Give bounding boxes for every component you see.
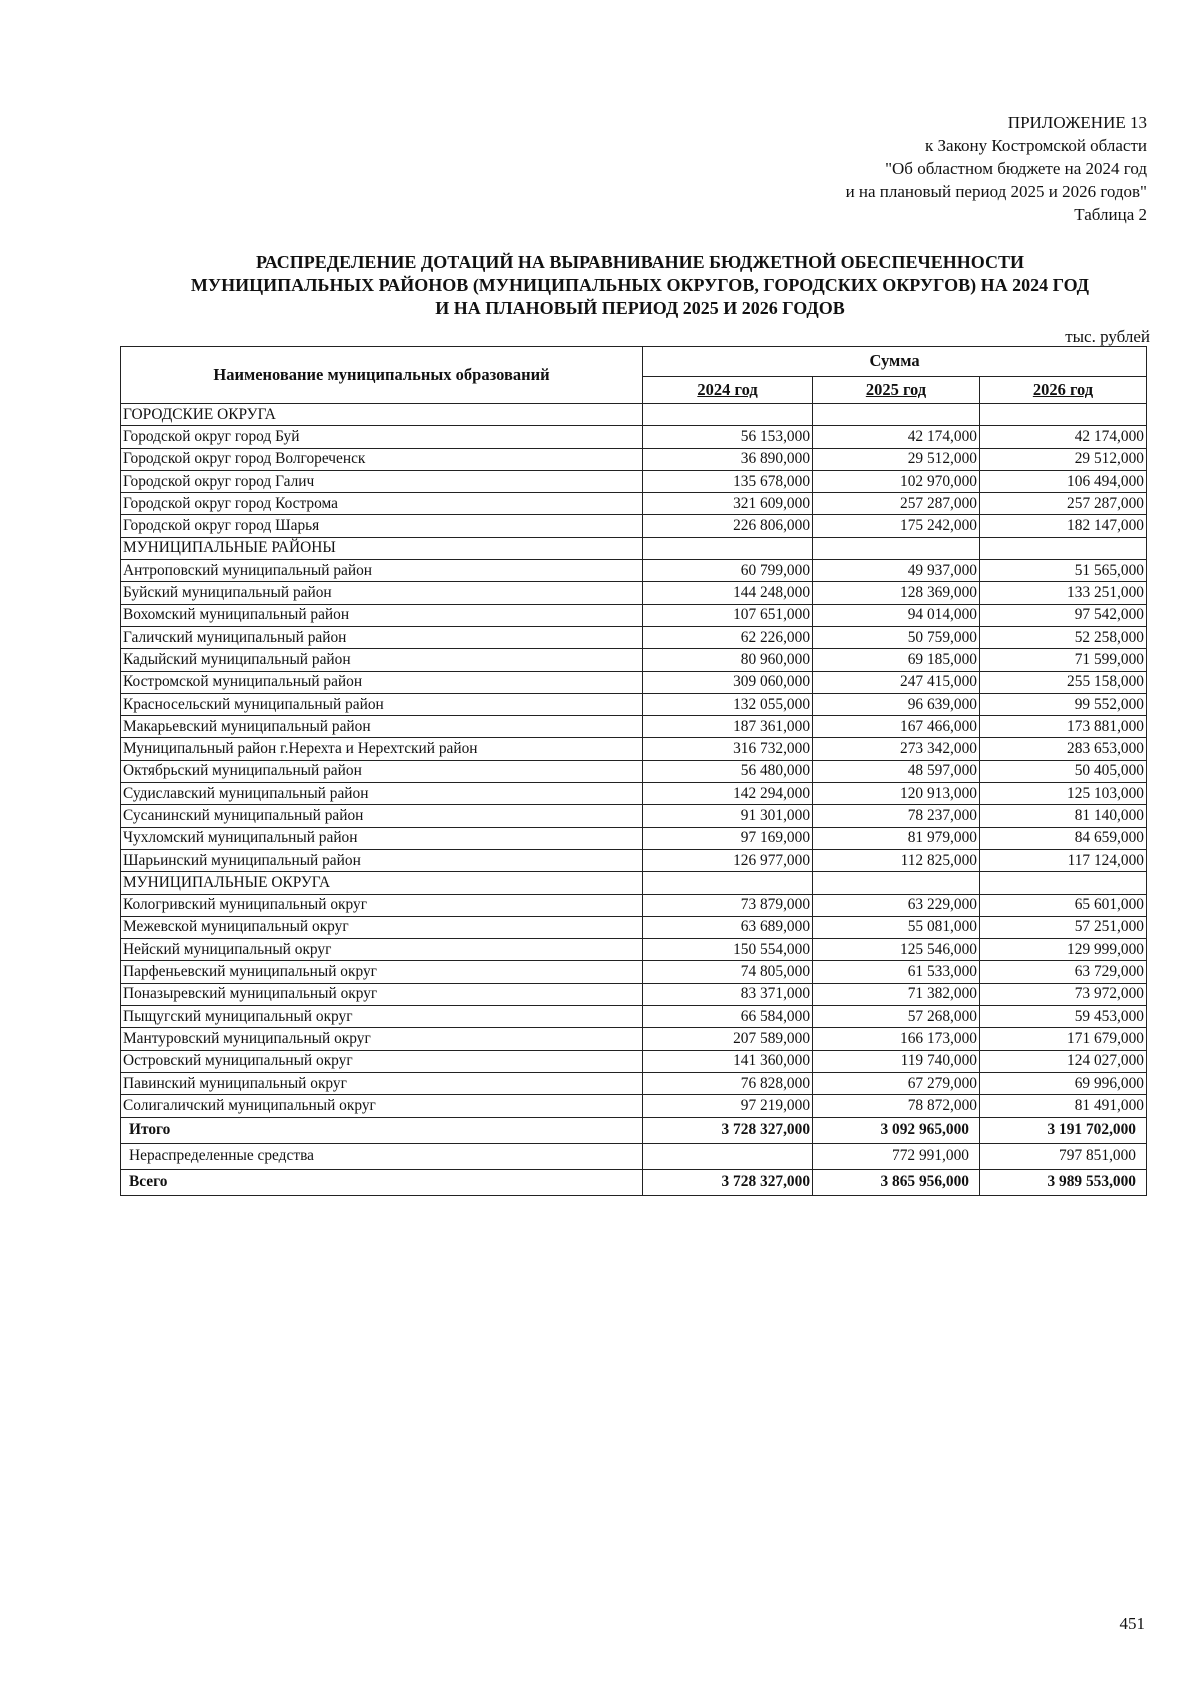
- amount-2025: [813, 872, 980, 894]
- amount-2024: 63 689,000: [643, 916, 813, 938]
- amount-2026: 171 679,000: [979, 1028, 1146, 1050]
- municipality-name: Нейский муниципальный округ: [121, 939, 643, 961]
- amount-2025: 247 415,000: [813, 671, 980, 693]
- amount-2026: 51 565,000: [979, 560, 1146, 582]
- table-row: [121, 716, 1147, 738]
- amount-2026: 99 552,000: [979, 693, 1146, 715]
- amount-2024: [643, 404, 813, 426]
- total-amount-2026: 3 989 553,000: [979, 1169, 1146, 1195]
- municipality-name: Парфеньевский муниципальный округ: [121, 961, 643, 983]
- municipality-name: Поназыревский муниципальный округ: [121, 983, 643, 1005]
- document-title: [100, 251, 1180, 320]
- year-2024-header: 2024 год: [643, 376, 813, 403]
- municipality-name: Солигаличский муниципальный округ: [121, 1095, 643, 1117]
- municipality-name: Красносельский муниципальный район: [121, 693, 643, 715]
- table-row: [121, 604, 1147, 626]
- total-amount-2024: 3 728 327,000: [643, 1169, 813, 1195]
- amount-2026: 50 405,000: [979, 760, 1146, 782]
- amount-2024: 141 360,000: [643, 1050, 813, 1072]
- name-column-header: Наименование муниципальных образований: [121, 347, 643, 404]
- municipality-name: Городской округ город Кострома: [121, 493, 643, 515]
- table-row: [121, 1095, 1147, 1117]
- total-row: [121, 1117, 1147, 1143]
- section-header-row: [121, 872, 1147, 894]
- municipality-name: Мантуровский муниципальный округ: [121, 1028, 643, 1050]
- units-label: тыс. рублей: [1065, 327, 1150, 346]
- amount-2026: 129 999,000: [979, 939, 1146, 961]
- sum-column-header: Сумма: [643, 347, 1147, 377]
- amount-2025: [813, 404, 980, 426]
- amount-2025: 112 825,000: [813, 849, 980, 871]
- table-row: [121, 1050, 1147, 1072]
- amount-2025: 48 597,000: [813, 760, 980, 782]
- table-row: [121, 671, 1147, 693]
- municipality-name: Кологривский муниципальный округ: [121, 894, 643, 916]
- total-amount-2026: 797 851,000: [979, 1143, 1146, 1169]
- amount-2025: 78 237,000: [813, 805, 980, 827]
- amount-2025: 96 639,000: [813, 693, 980, 715]
- amount-2025: 61 533,000: [813, 961, 980, 983]
- municipality-name: Костромской муниципальный район: [121, 671, 643, 693]
- amount-2025: 167 466,000: [813, 716, 980, 738]
- appendix-line: к Закону Костромской области: [925, 136, 1147, 155]
- table-row: [121, 783, 1147, 805]
- amount-2024: 187 361,000: [643, 716, 813, 738]
- amount-2025: 257 287,000: [813, 493, 980, 515]
- amount-2026: 69 996,000: [979, 1072, 1146, 1094]
- amount-2025: 273 342,000: [813, 738, 980, 760]
- total-amount-2025: 3 865 956,000: [813, 1169, 980, 1195]
- amount-2024: 316 732,000: [643, 738, 813, 760]
- total-label: Нераспределенные средства: [121, 1143, 643, 1169]
- year-2025-header: 2025 год: [813, 376, 980, 403]
- table-row: [121, 738, 1147, 760]
- municipality-name: Антроповский муниципальный район: [121, 560, 643, 582]
- year-2026-header: 2026 год: [979, 376, 1146, 403]
- appendix-header: [846, 111, 1147, 226]
- table-row: [121, 448, 1147, 470]
- table-row: [121, 961, 1147, 983]
- amount-2024: 66 584,000: [643, 1006, 813, 1028]
- amount-2024: 207 589,000: [643, 1028, 813, 1050]
- table-row: [121, 805, 1147, 827]
- table-row: [121, 827, 1147, 849]
- amount-2025: 42 174,000: [813, 426, 980, 448]
- section-header-row: [121, 404, 1147, 426]
- section-title: ГОРОДСКИЕ ОКРУГА: [121, 404, 643, 426]
- amount-2026: 283 653,000: [979, 738, 1146, 760]
- municipality-name: Городской округ город Буй: [121, 426, 643, 448]
- amount-2024: 73 879,000: [643, 894, 813, 916]
- amount-2026: 42 174,000: [979, 426, 1146, 448]
- amount-2024: 126 977,000: [643, 849, 813, 871]
- amount-2026: 52 258,000: [979, 626, 1146, 648]
- municipality-name: Городской округ город Галич: [121, 470, 643, 492]
- municipality-name: Сусанинский муниципальный район: [121, 805, 643, 827]
- amount-2026: 117 124,000: [979, 849, 1146, 871]
- amount-2024: 76 828,000: [643, 1072, 813, 1094]
- amount-2026: 81 491,000: [979, 1095, 1146, 1117]
- amount-2025: 125 546,000: [813, 939, 980, 961]
- table-row: [121, 1028, 1147, 1050]
- table-row: [121, 760, 1147, 782]
- amount-2026: 63 729,000: [979, 961, 1146, 983]
- table-row: [121, 426, 1147, 448]
- amount-2024: 144 248,000: [643, 582, 813, 604]
- amount-2024: 74 805,000: [643, 961, 813, 983]
- amount-2025: 50 759,000: [813, 626, 980, 648]
- municipality-name: Шарьинский муниципальный район: [121, 849, 643, 871]
- amount-2024: 83 371,000: [643, 983, 813, 1005]
- amount-2025: 81 979,000: [813, 827, 980, 849]
- amount-2025: 29 512,000: [813, 448, 980, 470]
- amount-2026: 257 287,000: [979, 493, 1146, 515]
- municipality-name: Городской округ город Шарья: [121, 515, 643, 537]
- total-amount-2024: [643, 1143, 813, 1169]
- total-amount-2025: 772 991,000: [813, 1143, 980, 1169]
- table-number: Таблица 2: [1074, 205, 1147, 224]
- amount-2025: 166 173,000: [813, 1028, 980, 1050]
- amount-2026: 65 601,000: [979, 894, 1146, 916]
- amount-2024: 321 609,000: [643, 493, 813, 515]
- table-row: [121, 894, 1147, 916]
- total-amount-2026: 3 191 702,000: [979, 1117, 1146, 1143]
- amount-2025: 71 382,000: [813, 983, 980, 1005]
- section-header-row: [121, 537, 1147, 559]
- total-amount-2024: 3 728 327,000: [643, 1117, 813, 1143]
- municipality-name: Муниципальный район г.Нерехта и Нерехтский район: [121, 738, 643, 760]
- municipality-name: Буйский муниципальный район: [121, 582, 643, 604]
- amount-2024: 150 554,000: [643, 939, 813, 961]
- amount-2024: 142 294,000: [643, 783, 813, 805]
- amount-2025: 102 970,000: [813, 470, 980, 492]
- amount-2024: 309 060,000: [643, 671, 813, 693]
- amount-2025: 63 229,000: [813, 894, 980, 916]
- table-row: [121, 515, 1147, 537]
- amount-2025: 57 268,000: [813, 1006, 980, 1028]
- amount-2026: 255 158,000: [979, 671, 1146, 693]
- municipality-name: Межевской муниципальный округ: [121, 916, 643, 938]
- municipality-name: Чухломский муниципальный район: [121, 827, 643, 849]
- amount-2026: [979, 872, 1146, 894]
- total-row: [121, 1169, 1147, 1195]
- amount-2024: 132 055,000: [643, 693, 813, 715]
- title-line: РАСПРЕДЕЛЕНИЕ ДОТАЦИЙ НА ВЫРАВНИВАНИЕ БЮДЖЕТНОЙ ОБЕСПЕЧЕННОСТИ: [256, 252, 1024, 272]
- municipality-name: Вохомский муниципальный район: [121, 604, 643, 626]
- section-title: МУНИЦИПАЛЬНЫЕ РАЙОНЫ: [121, 537, 643, 559]
- amount-2026: [979, 404, 1146, 426]
- table-row: [121, 1006, 1147, 1028]
- amount-2024: 97 169,000: [643, 827, 813, 849]
- amount-2026: 125 103,000: [979, 783, 1146, 805]
- amount-2025: 120 913,000: [813, 783, 980, 805]
- title-line: МУНИЦИПАЛЬНЫХ РАЙОНОВ (МУНИЦИПАЛЬНЫХ ОКРУГОВ, ГОРОДСКИХ ОКРУГОВ) НА 2024 ГОД: [190, 275, 1090, 295]
- amount-2026: 73 972,000: [979, 983, 1146, 1005]
- amount-2026: 124 027,000: [979, 1050, 1146, 1072]
- amount-2024: [643, 537, 813, 559]
- amount-2024: 226 806,000: [643, 515, 813, 537]
- amount-2024: 135 678,000: [643, 470, 813, 492]
- municipality-name: Павинский муниципальный округ: [121, 1072, 643, 1094]
- amount-2024: 56 153,000: [643, 426, 813, 448]
- amount-2025: 78 872,000: [813, 1095, 980, 1117]
- table-row: [121, 939, 1147, 961]
- municipality-name: Судиславский муниципальный район: [121, 783, 643, 805]
- amount-2025: 69 185,000: [813, 649, 980, 671]
- table-row: [121, 470, 1147, 492]
- amount-2026: 81 140,000: [979, 805, 1146, 827]
- municipality-name: Октябрьский муниципальный район: [121, 760, 643, 782]
- amount-2026: 133 251,000: [979, 582, 1146, 604]
- amount-2025: 67 279,000: [813, 1072, 980, 1094]
- municipality-name: Островский муниципальный округ: [121, 1050, 643, 1072]
- page-number: 451: [1119, 1614, 1145, 1633]
- appendix-line: "Об областном бюджете на 2024 год: [885, 159, 1147, 178]
- amount-2025: 55 081,000: [813, 916, 980, 938]
- total-amount-2025: 3 092 965,000: [813, 1117, 980, 1143]
- table-row: [121, 649, 1147, 671]
- section-title: МУНИЦИПАЛЬНЫЕ ОКРУГА: [121, 872, 643, 894]
- amount-2024: 107 651,000: [643, 604, 813, 626]
- amount-2025: 94 014,000: [813, 604, 980, 626]
- amount-2025: 128 369,000: [813, 582, 980, 604]
- table-row: [121, 1072, 1147, 1094]
- amount-2025: 175 242,000: [813, 515, 980, 537]
- amount-2025: [813, 537, 980, 559]
- amount-2026: 97 542,000: [979, 604, 1146, 626]
- amount-2026: 182 147,000: [979, 515, 1146, 537]
- appendix-line: и на плановый период 2025 и 2026 годов": [845, 182, 1147, 201]
- amount-2026: 173 881,000: [979, 716, 1146, 738]
- amount-2024: 60 799,000: [643, 560, 813, 582]
- amount-2026: 57 251,000: [979, 916, 1146, 938]
- total-label: Итого: [121, 1117, 643, 1143]
- amount-2026: 84 659,000: [979, 827, 1146, 849]
- municipality-name: Пыщугский муниципальный округ: [121, 1006, 643, 1028]
- municipality-name: Кадыйский муниципальный район: [121, 649, 643, 671]
- budget-table: [120, 346, 1147, 1196]
- appendix-line: ПРИЛОЖЕНИЕ 13: [1007, 113, 1147, 132]
- amount-2026: 29 512,000: [979, 448, 1146, 470]
- amount-2026: 106 494,000: [979, 470, 1146, 492]
- table-row: [121, 582, 1147, 604]
- municipality-name: Галичский муниципальный район: [121, 626, 643, 648]
- table-row: [121, 560, 1147, 582]
- amount-2024: 80 960,000: [643, 649, 813, 671]
- amount-2024: 56 480,000: [643, 760, 813, 782]
- table-row: [121, 693, 1147, 715]
- municipality-name: Городской округ город Волгореченск: [121, 448, 643, 470]
- amount-2026: 59 453,000: [979, 1006, 1146, 1028]
- table-body: [121, 404, 1147, 1196]
- municipality-name: Макарьевский муниципальный район: [121, 716, 643, 738]
- table-row: [121, 983, 1147, 1005]
- amount-2024: 97 219,000: [643, 1095, 813, 1117]
- amount-2026: [979, 537, 1146, 559]
- title-line: И НА ПЛАНОВЫЙ ПЕРИОД 2025 И 2026 ГОДОВ: [435, 298, 845, 318]
- table-row: [121, 849, 1147, 871]
- amount-2025: 119 740,000: [813, 1050, 980, 1072]
- amount-2024: 36 890,000: [643, 448, 813, 470]
- amount-2024: 62 226,000: [643, 626, 813, 648]
- amount-2025: 49 937,000: [813, 560, 980, 582]
- amount-2024: [643, 872, 813, 894]
- amount-2026: 71 599,000: [979, 649, 1146, 671]
- table-row: [121, 493, 1147, 515]
- table-row: [121, 626, 1147, 648]
- table-row: [121, 916, 1147, 938]
- unallocated-row: [121, 1143, 1147, 1169]
- total-label: Всего: [121, 1169, 643, 1195]
- amount-2024: 91 301,000: [643, 805, 813, 827]
